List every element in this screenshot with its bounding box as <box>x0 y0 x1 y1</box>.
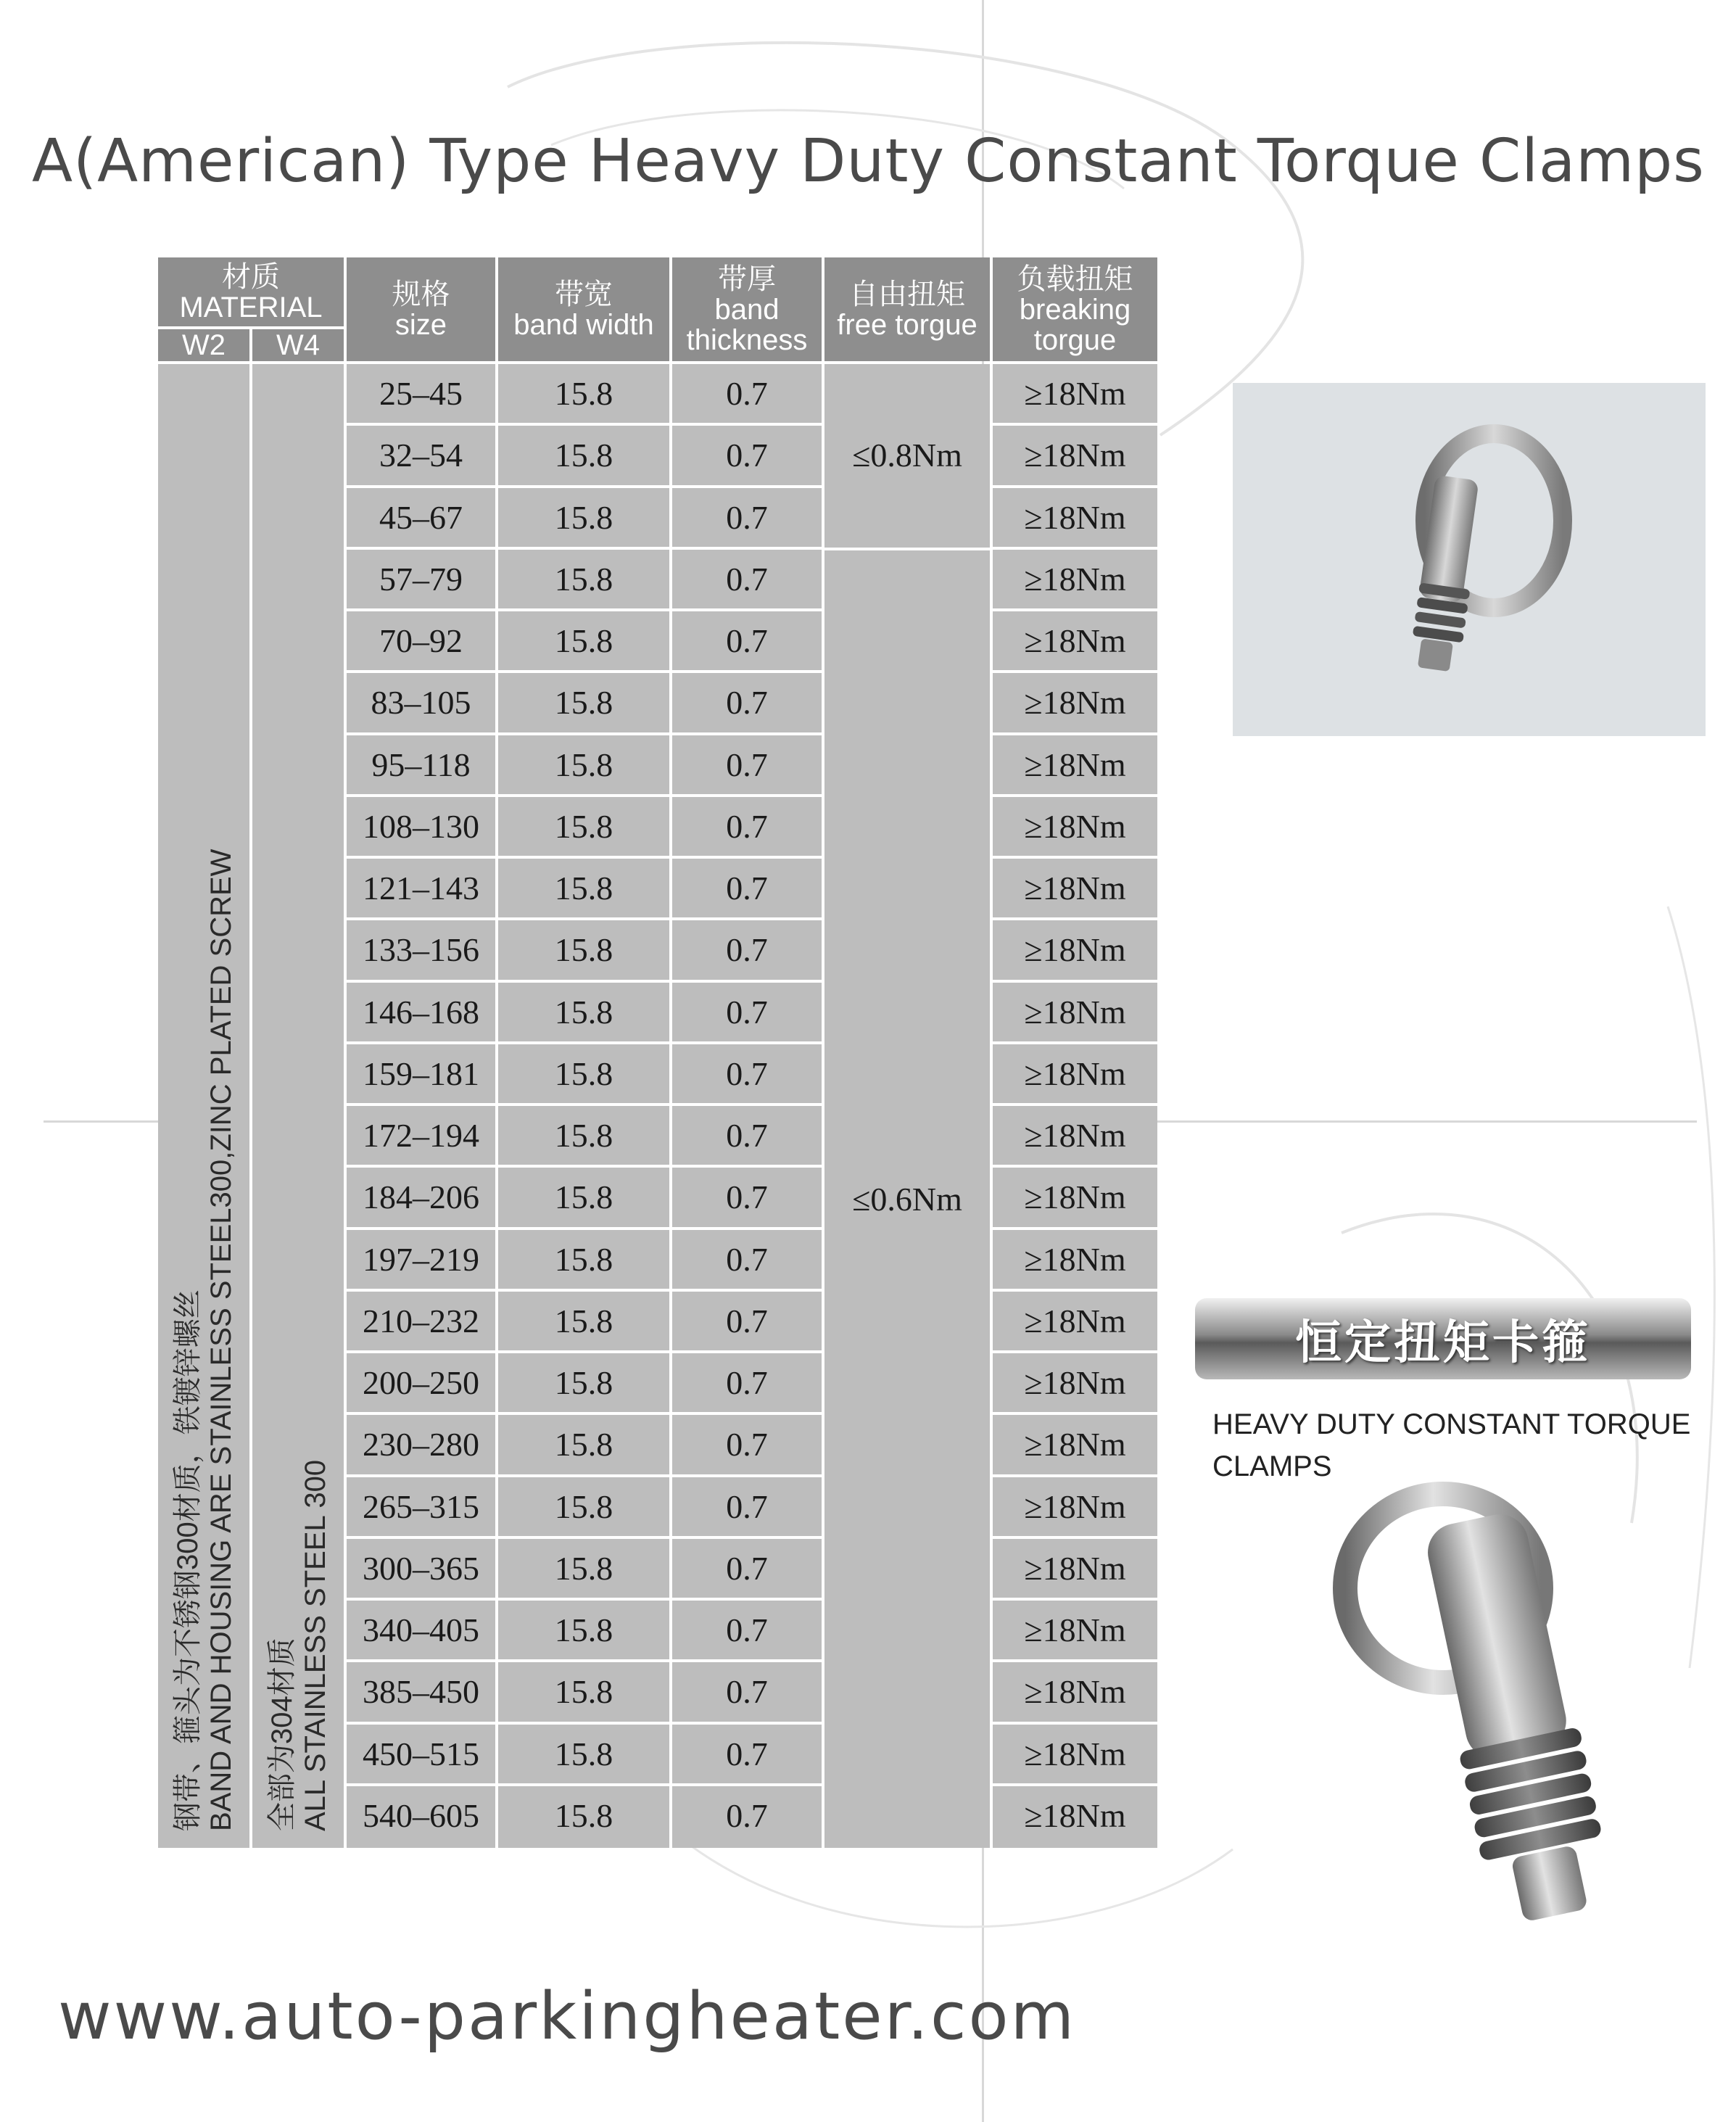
cell-breaking: ≥18Nm <box>1024 1796 1126 1834</box>
header-breaking-torque-en1: breaking <box>1019 293 1131 326</box>
cell-size: 540–605 <box>363 1796 479 1834</box>
cell-width: 15.8 <box>554 993 613 1031</box>
cell-width: 15.8 <box>554 1735 613 1772</box>
cell-breaking: ≥18Nm <box>1024 375 1126 413</box>
cell-thickness: 0.7 <box>726 684 768 722</box>
cell-breaking: ≥18Nm <box>1024 498 1126 536</box>
cell-breaking: ≥18Nm <box>1024 1302 1126 1339</box>
row-divider <box>347 1412 822 1415</box>
free-torque-group-1: ≤0.8Nm <box>852 436 962 474</box>
header-band-thickness-en1: band <box>714 293 780 326</box>
cell-size: 200–250 <box>363 1364 479 1402</box>
row-divider <box>347 1659 822 1662</box>
cell-thickness: 0.7 <box>726 746 768 783</box>
cell-breaking: ≥18Nm <box>1024 622 1126 660</box>
cell-size: 25–45 <box>379 375 463 413</box>
cell-thickness: 0.7 <box>726 498 768 536</box>
header-material-en: MATERIAL <box>179 291 323 323</box>
row-divider <box>993 1536 1157 1539</box>
header-size-en: size <box>394 308 447 341</box>
cell-breaking: ≥18Nm <box>1024 870 1126 907</box>
cell-breaking: ≥18Nm <box>1024 1549 1126 1587</box>
cell-size: 57–79 <box>379 560 463 598</box>
cell-width: 15.8 <box>554 807 613 845</box>
cell-width: 15.8 <box>554 1364 613 1402</box>
cell-size: 32–54 <box>379 437 463 474</box>
cell-thickness: 0.7 <box>726 375 768 413</box>
row-divider <box>347 1598 822 1601</box>
cell-breaking: ≥18Nm <box>1024 807 1126 845</box>
cell-width: 15.8 <box>554 870 613 907</box>
cell-size: 210–232 <box>363 1302 479 1339</box>
cell-width: 15.8 <box>554 375 613 413</box>
cell-size: 340–405 <box>363 1611 479 1649</box>
row-divider <box>993 856 1157 859</box>
row-divider <box>993 1722 1157 1725</box>
cell-breaking: ≥18Nm <box>1024 1487 1126 1525</box>
row-divider <box>993 1659 1157 1662</box>
cell-breaking: ≥18Nm <box>1024 560 1126 598</box>
row-divider <box>347 794 822 797</box>
clamp-small-image <box>1233 383 1706 736</box>
header-band-width-zh: 带宽 <box>555 277 613 311</box>
cell-size: 172–194 <box>363 1117 479 1155</box>
cell-size: 385–450 <box>363 1673 479 1711</box>
w4-material-zh: 全部为304材质 <box>266 1638 298 1831</box>
row-divider <box>993 794 1157 797</box>
cell-breaking: ≥18Nm <box>1024 993 1126 1031</box>
cell-thickness: 0.7 <box>726 437 768 474</box>
cell-width: 15.8 <box>554 1796 613 1834</box>
product-banner <box>1195 1298 1691 1379</box>
product-caption: HEAVY DUTY CONSTANT TORQUE CLAMPS <box>1212 1408 1691 1482</box>
row-divider <box>347 1227 822 1230</box>
cell-width: 15.8 <box>554 1302 613 1339</box>
row-divider <box>993 485 1157 488</box>
cell-width: 15.8 <box>554 931 613 969</box>
row-divider <box>993 1165 1157 1168</box>
cell-width: 15.8 <box>554 1054 613 1092</box>
cell-breaking: ≥18Nm <box>1024 1426 1126 1463</box>
cell-size: 45–67 <box>379 498 463 536</box>
w4-material-en: ALL STAINLESS STEEL 300 <box>299 1459 331 1831</box>
cell-width: 15.8 <box>554 1487 613 1525</box>
cell-width: 15.8 <box>554 498 613 536</box>
banner-text: 恒定扭矩卡箍 <box>1295 1316 1591 1370</box>
cell-breaking: ≥18Nm <box>1024 1735 1126 1772</box>
cell-width: 15.8 <box>554 1240 613 1278</box>
row-divider <box>347 1165 822 1168</box>
cell-size: 450–515 <box>363 1735 479 1772</box>
cell-size: 146–168 <box>363 993 479 1031</box>
row-divider <box>993 1041 1157 1044</box>
row-divider <box>347 547 822 550</box>
row-divider <box>993 670 1157 673</box>
row-divider <box>347 980 822 983</box>
header-breaking-torque-en2: torgue <box>1033 323 1117 356</box>
cell-thickness: 0.7 <box>726 1673 768 1711</box>
header-band-thickness-en2: thickness <box>686 323 808 356</box>
cell-size: 83–105 <box>371 684 471 722</box>
cell-breaking: ≥18Nm <box>1024 1054 1126 1092</box>
row-divider <box>347 732 822 735</box>
row-divider <box>993 1227 1157 1230</box>
row-divider <box>993 1350 1157 1353</box>
w2-material-en: BAND AND HOUSING ARE STAINLESS STEEL300,ZINC PLATED SCREW <box>205 849 237 1831</box>
row-divider <box>993 917 1157 920</box>
cell-size: 70–92 <box>379 622 463 660</box>
header-size <box>347 257 495 361</box>
cell-thickness: 0.7 <box>726 1487 768 1525</box>
header-w4-label: W4 <box>276 329 320 361</box>
cell-thickness: 0.7 <box>726 1302 768 1339</box>
cell-width: 15.8 <box>554 1549 613 1587</box>
cell-breaking: ≥18Nm <box>1024 1673 1126 1711</box>
cell-size: 108–130 <box>363 807 479 845</box>
w2-material-zh: 钢带、箍头为不锈钢300材质，铁镀锌螺丝 <box>172 1289 204 1831</box>
cell-thickness: 0.7 <box>726 1178 768 1216</box>
cell-width: 15.8 <box>554 746 613 783</box>
row-divider <box>993 732 1157 735</box>
cell-width: 15.8 <box>554 622 613 660</box>
row-divider <box>993 1783 1157 1786</box>
header-w2 <box>158 329 249 361</box>
cell-thickness: 0.7 <box>726 1240 768 1278</box>
cell-thickness: 0.7 <box>726 870 768 907</box>
w4-material-text <box>265 1460 332 1831</box>
header-material <box>158 257 344 326</box>
row-divider <box>347 917 822 920</box>
cell-size: 197–219 <box>363 1240 479 1278</box>
header-free-torque-en: free torgue <box>837 308 977 341</box>
product-photo-large <box>1320 1472 1726 1951</box>
cell-breaking: ≥18Nm <box>1024 1364 1126 1402</box>
header-breaking-torque <box>993 257 1157 361</box>
row-divider <box>993 608 1157 611</box>
cell-thickness: 0.7 <box>726 1117 768 1155</box>
cell-size: 121–143 <box>363 870 479 907</box>
cell-thickness: 0.7 <box>726 1426 768 1463</box>
cell-size: 133–156 <box>363 931 479 969</box>
cell-size: 184–206 <box>363 1178 479 1216</box>
divider <box>249 364 252 1848</box>
cell-thickness: 0.7 <box>726 560 768 598</box>
row-divider <box>993 547 1157 550</box>
header-w2-label: W2 <box>182 329 226 361</box>
cell-width: 15.8 <box>554 1178 613 1216</box>
header-band-width-en: band width <box>513 308 654 341</box>
cell-thickness: 0.7 <box>726 622 768 660</box>
row-divider <box>347 1722 822 1725</box>
row-divider <box>347 1041 822 1044</box>
cell-width: 15.8 <box>554 560 613 598</box>
row-divider <box>347 1536 822 1539</box>
cell-breaking: ≥18Nm <box>1024 437 1126 474</box>
header-band-thickness <box>672 257 822 361</box>
cell-size: 95–118 <box>371 746 471 783</box>
row-divider <box>347 1289 822 1292</box>
cell-breaking: ≥18Nm <box>1024 1117 1126 1155</box>
row-divider <box>347 1474 822 1477</box>
row-divider <box>347 608 822 611</box>
website-url: www.auto-parkingheater.com <box>58 1978 1077 2055</box>
spec-table <box>158 257 1157 1848</box>
cell-thickness: 0.7 <box>726 1796 768 1834</box>
cell-size: 265–315 <box>363 1487 479 1525</box>
cell-width: 15.8 <box>554 437 613 474</box>
row-divider <box>993 980 1157 983</box>
header-band-thickness-zh: 带厚 <box>718 262 776 296</box>
row-divider <box>347 1783 822 1786</box>
free-torque-group-2: ≤0.6Nm <box>852 1181 962 1218</box>
row-divider <box>347 1103 822 1106</box>
header-material-zh: 材质 <box>222 260 280 294</box>
product-photo-small <box>1233 383 1706 736</box>
row-divider <box>347 485 822 488</box>
cell-size: 230–280 <box>363 1426 479 1463</box>
cell-size: 159–181 <box>363 1054 479 1092</box>
cell-thickness: 0.7 <box>726 993 768 1031</box>
cell-thickness: 0.7 <box>726 807 768 845</box>
header-breaking-torque-zh: 负载扭矩 <box>1017 262 1133 296</box>
cell-breaking: ≥18Nm <box>1024 1240 1126 1278</box>
row-divider <box>993 1412 1157 1415</box>
row-divider <box>347 670 822 673</box>
row-divider <box>347 423 822 426</box>
row-divider <box>993 1598 1157 1601</box>
cell-thickness: 0.7 <box>726 1364 768 1402</box>
cell-width: 15.8 <box>554 1673 613 1711</box>
cell-width: 15.8 <box>554 1611 613 1649</box>
w2-material-text <box>171 849 238 1831</box>
cell-width: 15.8 <box>554 1426 613 1463</box>
cell-breaking: ≥18Nm <box>1024 931 1126 969</box>
row-divider <box>993 423 1157 426</box>
cell-thickness: 0.7 <box>726 931 768 969</box>
cell-breaking: ≥18Nm <box>1024 1611 1126 1649</box>
clamp-large-image <box>1320 1472 1726 1951</box>
row-divider <box>993 1103 1157 1106</box>
header-free-torque-zh: 自由扭矩 <box>849 277 965 311</box>
row-divider <box>993 1289 1157 1292</box>
cell-width: 15.8 <box>554 684 613 722</box>
cell-breaking: ≥18Nm <box>1024 684 1126 722</box>
page-title: A(American) Type Heavy Duty Constant Torque Clamps <box>32 127 1705 196</box>
cell-thickness: 0.7 <box>726 1549 768 1587</box>
cell-breaking: ≥18Nm <box>1024 1178 1126 1216</box>
header-free-torque <box>824 257 990 361</box>
row-divider <box>993 1474 1157 1477</box>
header-size-zh: 规格 <box>392 277 450 311</box>
cell-size: 300–365 <box>363 1549 479 1587</box>
cell-thickness: 0.7 <box>726 1735 768 1772</box>
cell-width: 15.8 <box>554 1117 613 1155</box>
header-w4 <box>252 329 344 361</box>
cell-thickness: 0.7 <box>726 1054 768 1092</box>
row-divider <box>347 856 822 859</box>
header-band-width <box>498 257 669 361</box>
row-divider <box>347 1350 822 1353</box>
cell-breaking: ≥18Nm <box>1024 746 1126 783</box>
cell-thickness: 0.7 <box>726 1611 768 1649</box>
